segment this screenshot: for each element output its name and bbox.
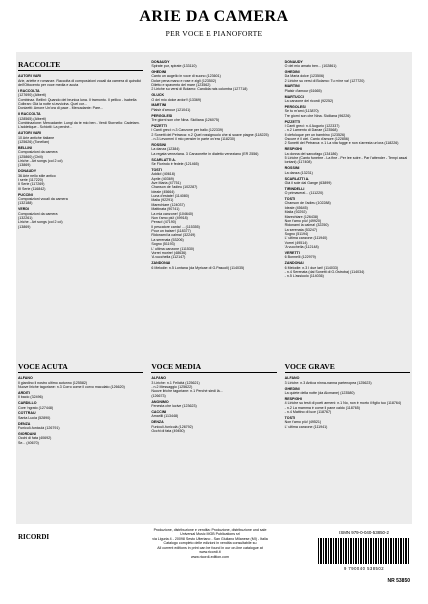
- catalog-entry: 3 Liriche: n.3 Antica ninna-nanna partenopea (125623): [284, 380, 372, 385]
- footer-line: www.ricordi-edition.com: [191, 554, 229, 559]
- lower-column-grave: [285, 360, 410, 445]
- catalog-entry: 3 Liriche: n.1 Felicità (125621): [151, 380, 200, 385]
- catalog-entry: La danza (13231): [284, 170, 313, 175]
- catalog-entry: La serenata (53206): [151, 237, 184, 242]
- catalog-entry: 36 Arie nello stile antico: [18, 173, 56, 178]
- publisher-logo: RICORDI: [18, 533, 50, 541]
- catalog-entry: Non t'amo più! (49918): [151, 215, 188, 220]
- catalog-entry: Il pescatore canta! ... (115355): [151, 224, 200, 229]
- catalog-entry: Pour un baiser! (118377): [151, 229, 191, 233]
- catalog-entry: Malia (92292): [284, 210, 307, 215]
- catalog-entry: L' ultima canzone (111940): [284, 236, 328, 241]
- catalog-entry: 6 Melodie: n.5 Lontana (da Myricae di G.Pascoli) (114035): [151, 265, 245, 270]
- isbn-block: [318, 530, 410, 571]
- composer-heading: TOSTI: [284, 415, 296, 420]
- catalog-entry: (132261): [18, 216, 33, 220]
- composer-heading: ALFANO: [151, 376, 167, 381]
- lower-column-acuta: [18, 360, 143, 445]
- composer-heading: I RACCOLTA: [18, 88, 40, 93]
- catalog-entry: - n.2 La mamma è come il pane caldo (118765): [284, 405, 360, 410]
- catalog-entry: Se Florindo è fedele (121465): [151, 161, 199, 166]
- catalog-entry: Canto un augello in voce di suono (123601): [151, 74, 221, 79]
- catalog-entry: Plaisir d'amour (61665): [284, 88, 322, 93]
- composer-heading: GIORDANI: [18, 431, 36, 436]
- catalog-entry: Ideale (45664): [151, 189, 175, 194]
- catalog-entry: Tre giorni son che Nina. Siciliana (96226): [284, 113, 351, 118]
- catalog-entry: (13869): [18, 163, 31, 168]
- catalog-entry: Il bacio (32496): [18, 395, 43, 400]
- catalog-entry: Funiculì-funiculà (126792): [151, 424, 193, 429]
- catalog-entry: Malia (92291): [151, 198, 174, 203]
- catalog-entry: (125860) (Chili): [18, 154, 43, 159]
- page-title: ARIE DA CAMERA: [139, 8, 289, 25]
- lower-columns: [18, 360, 410, 445]
- catalog-entry: Se tu m'ami (113870): [284, 109, 319, 114]
- catalog-entry: O del mio dolce ardor!! (13369): [151, 97, 202, 102]
- composer-heading: CARDILLO: [18, 401, 37, 406]
- catalog-entry: Chanson de l'adieu (102287): [151, 185, 198, 190]
- composer-heading: VERETTI: [284, 251, 300, 255]
- catalog-entry: Fenesta che lucive (123623): [151, 404, 197, 408]
- catalog-entry: Core 'ngrato (127448): [18, 405, 54, 410]
- composer-heading: DONAUDY: [18, 169, 37, 174]
- catalog-entry: 2 Sonetti del Petrarca: n.1 La vita fugge e non s'arresta un'ora (118226): [284, 141, 399, 146]
- catalog-entry: 4 Liriche su testi di poeti armeni: n.1 No, non è morto il figlio tuo (118764): [284, 401, 402, 406]
- catalog-entry: La regata veneziana. 3 Canzonette in dialetto veneziano (ER 2556): [151, 151, 259, 156]
- catalog-entry: Oscure è il ciel. Canto d'amore (122856): [284, 137, 350, 141]
- catalog-entry: Ridonami la calma! (32250): [284, 223, 329, 228]
- footer-line: All current editions in print can be found in our on-line catalogue at: [157, 545, 263, 550]
- catalog-entry: - n.3 Levommi il mio pensier in parte ov'era (118230): [151, 137, 236, 141]
- composer-heading: ARDITI: [18, 390, 30, 395]
- catalog-entry: - n.4 Serenata (dai Sonetti di G.Ostroba) (114034): [284, 270, 365, 274]
- composer-heading: ALFANO: [284, 376, 300, 381]
- catalog-entry: Nuove liriche tagoriane: n.1 Perché siedi là...: [151, 389, 223, 394]
- catalog-entry: Donizetti: Amore Un'ora di pace - Mercadante: Pare...: [18, 106, 104, 111]
- catalog-entry: O primavera!... (111220): [284, 191, 324, 196]
- catalog-entry: 6 Melodie: n.3 I due lari! (114033): [284, 265, 339, 270]
- catalog-entry: 2 Liriche su versi di Bolamo: Tu m'ne va! (127720): [284, 78, 365, 83]
- composer-heading: MARTINI: [151, 103, 167, 108]
- composer-heading: PIZZETTI: [151, 123, 167, 128]
- catalog-entry: Composizioni da camera: [18, 150, 58, 155]
- catalog-entry: Se... (40670): [18, 440, 39, 445]
- catalog-entry: Liriche - Art songs (col 2 cd): [18, 220, 63, 225]
- composer-heading: DONAUDY: [284, 59, 303, 64]
- catalog-entry: 2 Sonetti del Petrarca: n.2 Quel rossignuolo che si soave piagne (118225): [151, 132, 269, 137]
- footer-line: via Liguria 4 - 20098 Sesto Ulteriano - San Giuliano Milanese (MI) - Italia: [152, 536, 268, 541]
- catalog-entry: Ideale (45645): [284, 205, 308, 210]
- composer-heading: GLUCK: [151, 93, 165, 98]
- catalog-entry: (127690) (Alberti): [18, 93, 46, 98]
- composer-heading: PUCCINI: [18, 192, 33, 197]
- catalog-entry: Marechiare (126438): [284, 214, 319, 219]
- catalog-entry: Il giardino il nostro ultimo autunno (125582): [18, 380, 88, 385]
- composer-heading: BELLINI: [18, 145, 32, 150]
- composer-heading: ZANDONAI: [151, 261, 171, 266]
- composer-heading: DONAUDY: [151, 59, 170, 64]
- catalog-entry: La donna del sarcofago (134186): [284, 151, 338, 156]
- catalog-entry: I Canti greci: n.4 Augurio (122337): [284, 123, 340, 128]
- upper-column-2: [151, 58, 276, 279]
- catalog-entry: La danza (12384): [151, 147, 180, 152]
- catalog-entry: L' ultima canzone (111530): [151, 246, 195, 251]
- section-voce-grave: VOCE GRAVE: [285, 362, 410, 373]
- catalog-entry: 2 Liriche su versi di Bolamo: Candida rais colomba (127718): [151, 87, 248, 92]
- composer-heading: TOSTI: [284, 197, 296, 201]
- composer-heading: TOSTI: [151, 167, 162, 172]
- catalog-entry: (128565) (Alberti): [18, 116, 46, 121]
- catalog-entry: II Serie (117269): [18, 182, 45, 187]
- catalog-entry: La quiete della notte (da Alcmane) (123580): [284, 390, 355, 395]
- catalog-entry: III Serie (116842): [18, 186, 46, 191]
- lower-column-media: [151, 360, 276, 445]
- catalog-entry: Ave Maria (47751): [151, 180, 181, 185]
- section-voce-media: VOCE MEDIA: [151, 362, 276, 373]
- catalog-entry: Tre giorni son che Nina. Siciliana (126075): [151, 118, 220, 122]
- page-subtitle: PER VOCE E PIANOFORTE: [165, 29, 263, 38]
- catalog-entry: I serie (117220): [18, 178, 43, 182]
- catalog-entry: Sogno (51194): [284, 232, 309, 236]
- catalog-entry: Amarilli (113448): [151, 414, 179, 419]
- catalog-entry: 10 Arie antiche italiane: [18, 135, 55, 140]
- section-raccolte: RACCOLTE: [18, 60, 143, 71]
- catalog-entry: Diletto e spavento del mare (123562): [151, 82, 211, 87]
- catalog-entry: La canzone dei ricordi (92252): [284, 99, 334, 103]
- catalog-entry: - n.2 Messaggio (125622): [151, 385, 193, 389]
- composer-heading: GHEDINI: [284, 69, 300, 74]
- catalog-entry: Occhi di fata (40692): [18, 436, 52, 441]
- composer-heading: PERGOLESI: [284, 104, 306, 109]
- composer-heading: PIZZETTI: [284, 119, 301, 124]
- composer-heading: COTTRAU: [18, 411, 36, 416]
- composer-heading: RESPIGHI: [284, 147, 302, 152]
- composer-heading: DENZA: [151, 420, 164, 425]
- upper-column-1: [18, 58, 143, 279]
- catalog-entry: Liriche - Art songs (col 2 cd): [18, 159, 63, 163]
- section-voce-acuta: VOCE ACUTA: [18, 362, 143, 373]
- composer-heading: SCARLATTI A.: [151, 157, 176, 162]
- composer-heading: CACCINI: [151, 409, 167, 414]
- catalog-entry: La serenata (53247): [284, 227, 318, 232]
- catalog-entry: Dolce pena mano e rose e zigli (123502): [151, 78, 217, 83]
- composer-heading: ALFANO: [18, 376, 33, 381]
- composer-heading: ROSSINI: [151, 142, 167, 147]
- composer-heading: ROSSINI: [284, 166, 300, 171]
- composer-heading: MARTINI: [284, 84, 300, 89]
- catalog-entry: Spirate pur, spirate (133110): [151, 63, 197, 68]
- catalog-entry: I Canti greci: n.3 Canzone per ballo (122339): [151, 128, 224, 133]
- catalog-entry: Vorrei morire! (48636): [151, 250, 187, 255]
- composer-heading: GHEDINI: [151, 69, 167, 74]
- composer-heading: VERDI: [18, 207, 29, 212]
- composer-heading: SCARLATTI A.: [284, 176, 310, 181]
- catalog-entry: Nuove liriche tagoriane: n.3 Corro come il corvo maculato (126620): [18, 385, 125, 389]
- catalog-entry: Composizioni da camera: [18, 211, 58, 216]
- composer-heading: RESPIGHI: [284, 396, 302, 401]
- barcode-number: 9 790040 538502: [343, 566, 385, 571]
- catalog-entry: Vorrei (49514): [284, 240, 308, 245]
- publisher-footer: [120, 528, 300, 559]
- catalog-entry: - n.5 L'assiuolo (114036): [284, 274, 324, 279]
- composer-heading: PERGOLESI: [151, 113, 173, 118]
- page-header: [0, 8, 428, 38]
- composer-heading: AUTORI VARI: [18, 131, 42, 136]
- catalog-entry: - n.2 Lamento di Danae (123568): [284, 128, 338, 133]
- footer-line: Catalogo completo delle edizioni in vendita consultabile su: [163, 541, 257, 546]
- catalog-entry: O del mio amato ben... (102861): [284, 63, 337, 68]
- catalog-entry: Occhi di fata (49450): [151, 428, 185, 433]
- catalog-entry: Funiculì-funiculà (126791): [18, 426, 60, 430]
- catalog-entry: Aprile (40369): [151, 176, 174, 181]
- catalog-entry: Plaisir d'amour (121041): [151, 107, 191, 112]
- composer-heading: GHEDINI: [284, 386, 300, 391]
- footer-line: Universal Music MGB Publications srl: [180, 532, 240, 537]
- catalog-entry: Non t'amo più! (49920): [284, 218, 322, 223]
- catalog-entry: Da Maria dolce (123506): [284, 74, 325, 79]
- catalog-entry: 5 Liriche (Canto funebre - La fine - Per lee solre - Par l'attender - Tempi assai lontani) (117408): [284, 156, 408, 165]
- catalog-entry: Combinazione: Mercadante: Lungi da te mio ben - Verdi Stornello: Cadetam. L'addetique - Schiotti: La perchè...: [18, 121, 140, 130]
- catalog-entry: Non t'amo più! (49521): [284, 420, 322, 425]
- footer-line: www.ricordi.it: [199, 550, 221, 555]
- upper-columns: [18, 58, 410, 279]
- catalog-number: NR 53850: [387, 578, 410, 584]
- catalog-entry: Sogno (51193): [151, 242, 175, 247]
- catalog-entry: (126673): [151, 393, 166, 398]
- composer-heading: AUTORI VARI: [18, 74, 42, 79]
- catalog-entry: - n.4 Mattino di luce (118767): [284, 409, 332, 414]
- isbn-text: ISMN 979-0-040-53850-2: [339, 530, 389, 535]
- footer-line: Produzione, distribuzione e vendita: Produzione, distribuzione und sale: [153, 528, 267, 532]
- composer-heading: ANONIMO: [151, 399, 169, 404]
- composer-heading: MARTUCCI: [284, 94, 304, 99]
- barcode-image: [318, 538, 410, 564]
- catalog-entry: (132188): [18, 201, 33, 206]
- catalog-entry: Penso! (47190): [151, 220, 176, 225]
- catalog-entry: Il clefoloque per un bambino (123526): [284, 132, 346, 137]
- catalog-entry: Mattinata (90741): [151, 207, 180, 212]
- catalog-entry: Santa Lucia (52890): [18, 415, 51, 420]
- catalog-entry: Luna d'estate! (114080): [151, 194, 189, 198]
- upper-column-3: [285, 58, 410, 279]
- catalog-entry: Ridonami la calma! (32249): [151, 233, 196, 238]
- catalog-entry: Già il sole dal Gange (63899): [284, 180, 332, 185]
- catalog-entry: (125626) (Tonellan): [18, 140, 50, 144]
- catalog-entry: Chanson de l'adieu (102288): [284, 201, 331, 206]
- catalog-entry: L' ultima canzone (111941): [284, 424, 328, 429]
- catalog-entry: 'A vucchella (112148): [284, 245, 319, 250]
- catalog-entry: 6 Bonnelli (122979): [284, 255, 316, 260]
- catalog-entry: Addio! (40618): [151, 172, 175, 177]
- catalog-entry: 'A vucchella (112147): [151, 255, 186, 260]
- catalog-entry: Arie, ariette e romanze. Raccolta di composizioni vocali da camera di quindici dell'Ottocento per voce media e acuta: [18, 78, 142, 87]
- catalog-entry: La mia canzone! (104640): [151, 211, 194, 216]
- catalog-entry: Combinaz. Bellini: Quando del brunica luna. Il tramonto. Il pellico - Isabella Colbran: Già la notte si avvicina. Quel cor...: [18, 97, 137, 106]
- composer-heading: TIRINDELLI: [284, 186, 305, 191]
- composer-heading: II RACCOLTA: [18, 112, 41, 117]
- composer-heading: DENZA: [18, 421, 31, 426]
- composer-heading: ZANDONAI: [284, 261, 304, 266]
- catalog-entry: Marechiare (124037): [151, 202, 185, 207]
- catalog-entry: Composizioni vocali da camera: [18, 197, 68, 201]
- catalog-entry: (13869): [18, 224, 31, 229]
